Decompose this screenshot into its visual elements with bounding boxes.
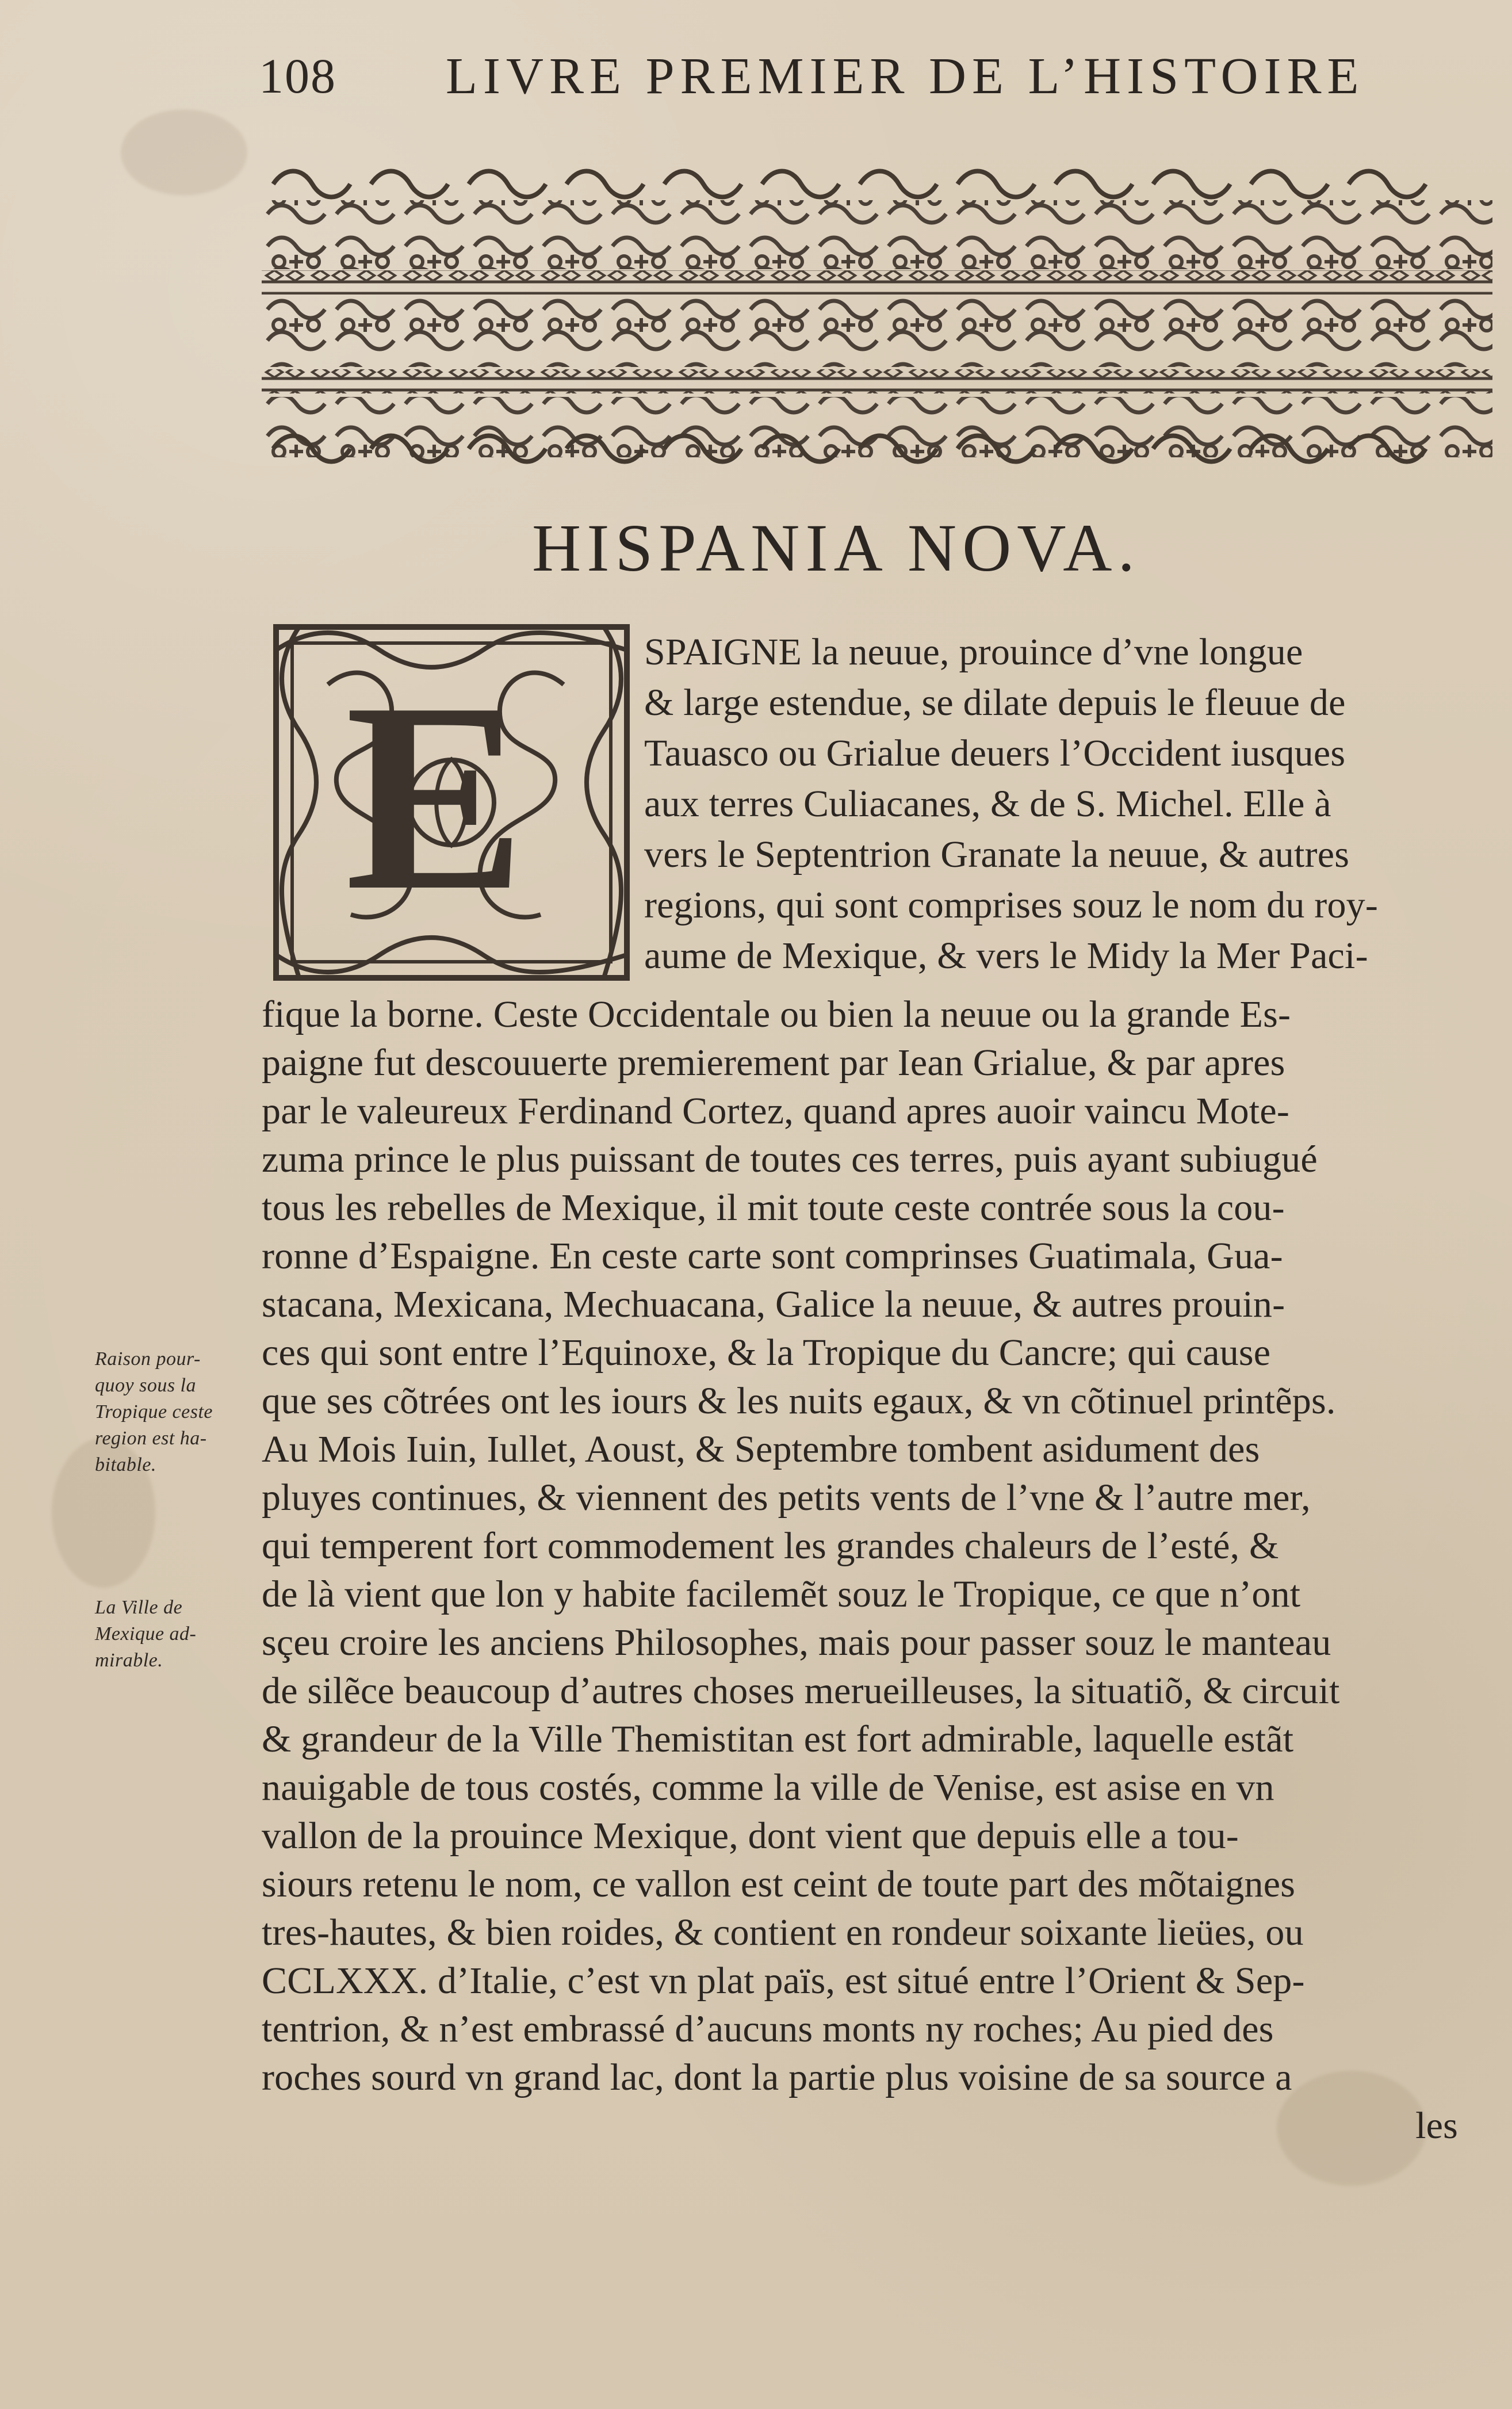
text-line: ronne d’Espaigne. En ceste carte sont comprinses Guatimala, Gua- <box>262 1234 1283 1277</box>
text-line: sçeu croire les anciens Philosophes, mais pour passer souz le manteau <box>262 1621 1331 1664</box>
paper-stain <box>121 109 247 196</box>
margin-note-line: region est ha- <box>95 1427 207 1449</box>
text-line: ces qui sont entre l’Equinoxe, & la Tropique du Cancre; qui cause <box>262 1331 1271 1374</box>
text-line: vers le Septentrion Granate la neuue, & autres <box>644 833 1350 875</box>
text-line: de là vient que lon y habite facilemẽt souz le Tropique, ce que n’ont <box>262 1573 1301 1615</box>
margin-note-line: quoy sous la <box>95 1374 196 1396</box>
text-line: regions, qui sont comprises souz le nom du roy- <box>644 884 1379 926</box>
text-line: que ses cõtrées ont les iours & les nuits egaux, & vn cõtinuel printẽps. <box>262 1379 1336 1422</box>
margin-note-1 <box>95 1346 262 1478</box>
initial-letter: E <box>345 647 526 946</box>
margin-note-line: La Ville de <box>95 1596 183 1618</box>
text-line: roches sourd vn grand lac, dont la partie plus voisine de sa source a <box>262 2056 1292 2098</box>
text-line: & large estendue, se dilate depuis le fleuue de <box>644 681 1346 724</box>
page-number: 108 <box>259 48 336 104</box>
text-line: vallon de la prouince Mexique, dont vient que depuis elle a tou- <box>262 1814 1239 1857</box>
main-text-block <box>262 991 1484 2150</box>
text-line: de silẽce beaucoup d’autres choses merueilleuses, la situatiõ, & circuit <box>262 1669 1340 1712</box>
catchword: les <box>1415 2104 1458 2147</box>
margin-note-line: Raison pour- <box>95 1348 201 1370</box>
margin-note-line: Mexique ad- <box>95 1623 197 1645</box>
text-line: zuma prince le plus puissant de toutes ces terres, puis ayant subiugué <box>262 1138 1318 1180</box>
margin-note-line: bitable. <box>95 1454 156 1475</box>
margin-note-line: mirable. <box>95 1649 163 1671</box>
text-line: Au Mois Iuin, Iullet, Aoust, & Septembre tombent asidument des <box>262 1428 1260 1470</box>
text-line: SPAIGNE la neuue, prouince d’vne longue <box>644 630 1303 673</box>
margin-note-2 <box>95 1594 262 1674</box>
text-line: aux terres Culiacanes, & de S. Michel. Elle à <box>644 782 1331 825</box>
margin-note-line: Tropique ceste <box>95 1401 213 1423</box>
text-line: fique la borne. Ceste Occidentale ou bien la neuue ou la grande Es- <box>262 993 1291 1035</box>
text-line: qui temperent fort commodement les grandes chaleurs de l’esté, & <box>262 1524 1279 1567</box>
ornamental-band <box>262 167 1492 466</box>
text-line: nauigable de tous costés, comme la ville de Venise, est asise en vn <box>262 1766 1274 1808</box>
text-line: pluyes continues, & viennent des petits vents de l’vne & l’autre mer, <box>262 1476 1311 1519</box>
text-line: tous les rebelles de Mexique, il mit toute ceste contrée sous la cou- <box>262 1186 1285 1229</box>
text-line: Tauasco ou Grialue deuers l’Occident iusques <box>644 732 1346 774</box>
page-header <box>259 41 1386 110</box>
text-line: tentrion, & n’est embrassé d’aucuns monts ny roches; Au pied des <box>262 2008 1274 2050</box>
text-line: siours retenu le nom, ce vallon est ceint de toute part des mõtaignes <box>262 1863 1296 1905</box>
text-line: & grandeur de la Ville Themistitan est fort admirable, laquelle estãt <box>262 1718 1294 1760</box>
decorated-initial <box>265 615 638 989</box>
running-title: LIVRE PREMIER DE L’HISTOIRE <box>446 47 1365 105</box>
text-line: par le valeureux Ferdinand Cortez, quand apres auoir vaincu Mote- <box>262 1089 1290 1132</box>
article-title: HISPANIA NOVA. <box>532 510 1141 586</box>
text-line: tres-hautes, & bien roides, & contient en rondeur soixante lieües, ou <box>262 1911 1304 1953</box>
text-line: CCLXXX. d’Italie, c’est vn plat païs, est situé entre l’Orient & Sep- <box>262 1959 1305 2002</box>
text-line: stacana, Mexicana, Mechuacana, Galice la neuue, & autres prouin- <box>262 1283 1285 1325</box>
text-line: paigne fut descouuerte premierement par Iean Grialue, & par apres <box>262 1041 1285 1084</box>
intro-text-block <box>644 627 1484 981</box>
text-line: aume de Mexique, & vers le Midy la Mer Paci- <box>644 934 1368 977</box>
